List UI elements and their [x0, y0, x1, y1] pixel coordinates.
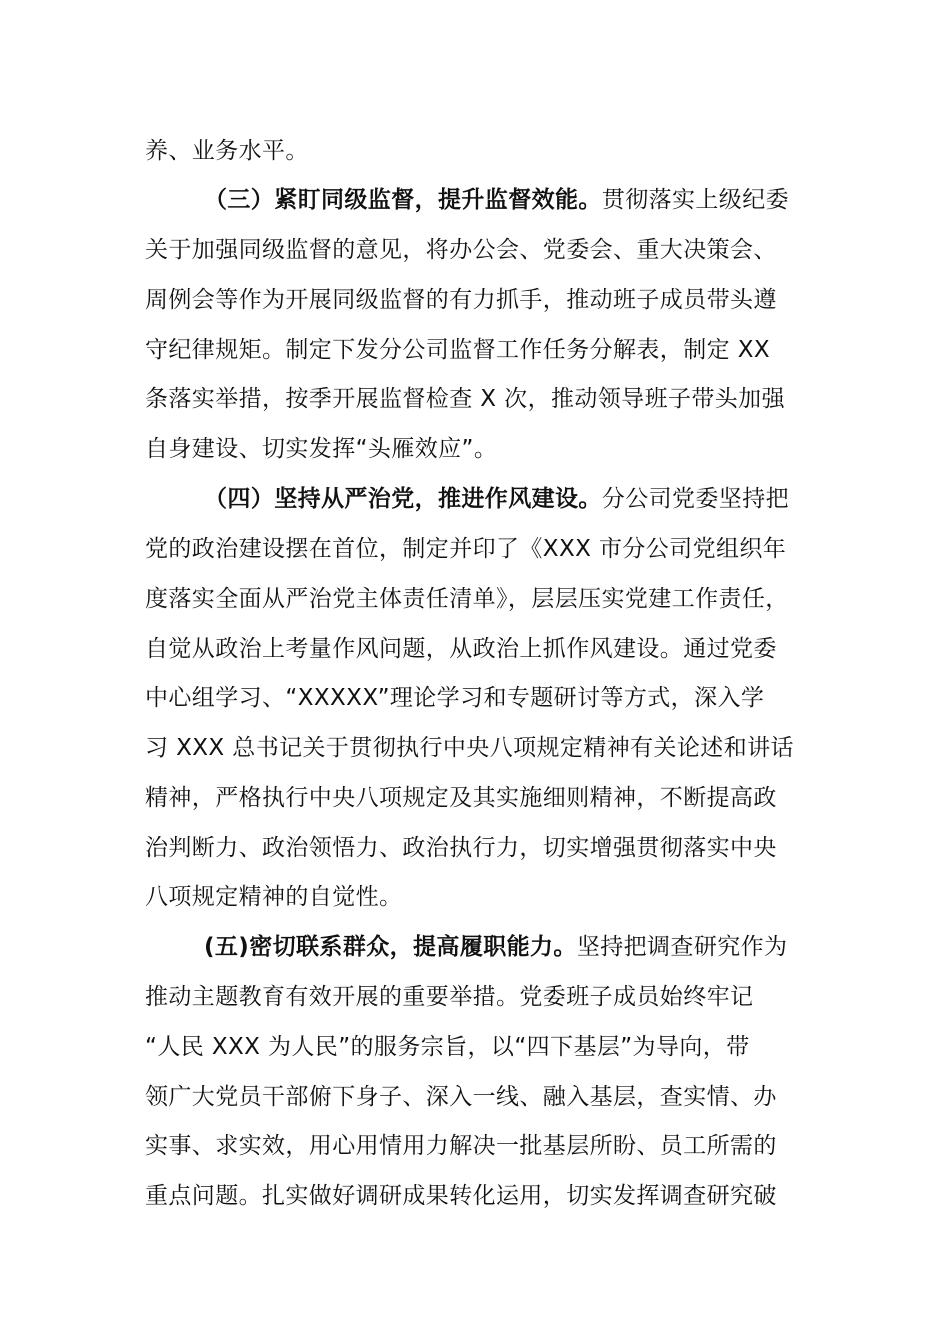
- body-text-line: 领广大党员干部俯下身子、深入一线、融入基层，查实情、办: [145, 1084, 777, 1110]
- body-text-line: 守纪律规矩。制定下发分公司监督工作任务分解表，制定 XX: [145, 337, 771, 363]
- section-5-first-line: (五)密切联系群众，提高履职能力。坚持把调查研究作为: [204, 934, 788, 960]
- body-text-line: 推动主题教育有效开展的重要举措。党委班子成员始终牢记: [145, 984, 754, 1010]
- body-text-line: 八项规定精神的自觉性。: [145, 884, 403, 910]
- section-3-first-line: （三）紧盯同级监督，提升监督效能。贯彻落实上级纪委: [204, 187, 790, 213]
- body-text-line: 周例会等作为开展同级监督的有力抓手，推动班子成员带头遵: [145, 287, 777, 313]
- body-text-line: 自身建设、切实发挥“头雁效应”。: [145, 436, 498, 462]
- section-heading-4: （四）坚持从严治党，推进作风建设。: [204, 486, 602, 512]
- section-heading-5: (五)密切联系群众，提高履职能力。: [204, 934, 577, 960]
- body-text-line: 精神，严格执行中央八项规定及其实施细则精神，不断提高政: [145, 785, 777, 811]
- body-text-line: 党的政治建设摆在首位，制定并印了《XXX 市分公司党组织年: [145, 536, 787, 562]
- body-text-line: 重点问题。扎实做好调研成果转化运用，切实发挥调查研究破: [145, 1183, 777, 1209]
- body-text-line: 中心组学习、“XXXXX”理论学习和专题研讨等方式，深入学: [145, 685, 765, 711]
- body-text-line: 治判断力、政治领悟力、政治执行力，切实增强贯彻落实中央: [145, 835, 777, 861]
- body-text-line: 条落实举措，按季开展监督检查 X 次，推动领导班子带头加强: [145, 386, 785, 412]
- section-4-first-line: （四）坚持从严治党，推进作风建设。分公司党委坚持把: [204, 486, 790, 512]
- body-text-line: 自觉从政治上考量作风问题，从政治上抓作风建设。通过党委: [145, 636, 777, 662]
- body-text-line: 度落实全面从严治党主体责任清单》，层层压实党建工作责任，: [145, 586, 789, 612]
- body-text-line: 习 XXX 总书记关于贯彻执行中央八项规定精神有关论述和讲话: [145, 735, 794, 761]
- body-text-line: 关于加强同级监督的意见，将办公会、党委会、重大决策会、: [145, 237, 777, 263]
- body-text-line: “人民 XXX 为人民”的服务宗旨，以“四下基层”为导向，带: [145, 1034, 750, 1060]
- body-text-line: 实事、求实效，用心用情用力解决一批基层所盼、员工所需的: [145, 1133, 777, 1159]
- body-text-line: 养、业务水平。: [145, 138, 309, 164]
- section-heading-3: （三）紧盯同级监督，提升监督效能。: [204, 187, 602, 213]
